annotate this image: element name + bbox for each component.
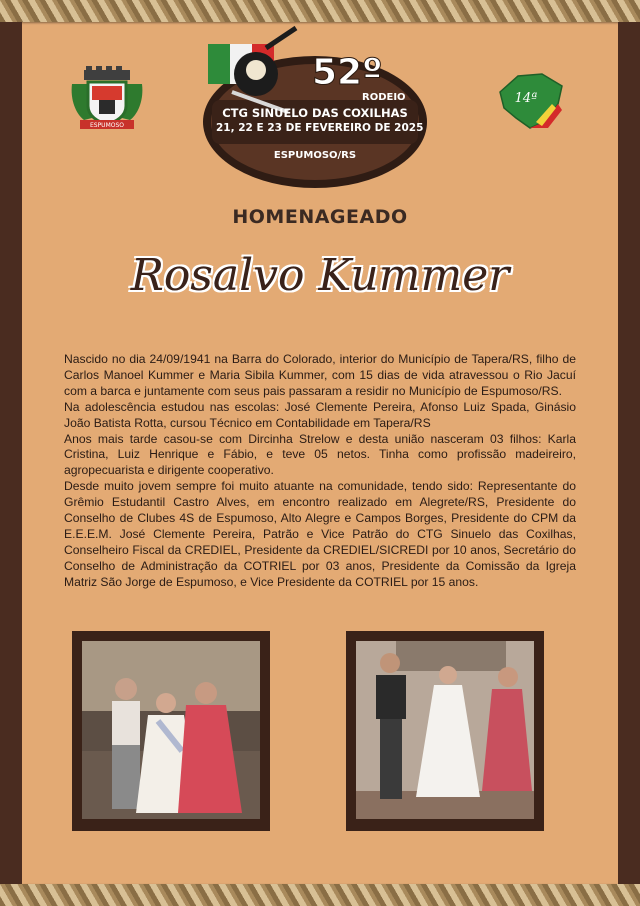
event-city: ESPUMOSO/RS [273, 150, 357, 161]
crest-motto: ESPUMOSO [89, 122, 125, 129]
region-number: 14ª [514, 91, 538, 106]
photo-frame-left [72, 631, 270, 831]
region-map-logo [496, 70, 566, 130]
municipal-crest-logo [70, 66, 144, 132]
event-dates: 21, 22 E 23 DE FEVEREIRO DE 2025 [216, 122, 424, 134]
wood-border-right [618, 22, 640, 884]
photo-frame-right [346, 631, 544, 831]
edition-number: 52º [312, 52, 383, 93]
honoree-name: Rosalvo Kummer [130, 250, 510, 301]
wood-border-left [0, 22, 22, 884]
rope-border-top [0, 0, 640, 22]
bio-paragraph: Na adolescência estudou nas escolas: José Clemente Pereira, Afonso Luiz Spada, Ginásio João Batista Rotta, cursou Técnico em Contabilidade em Tapera/RS [64, 399, 576, 430]
biography [64, 352, 576, 591]
family-photo-1 [82, 641, 260, 819]
rope-border-bottom [0, 884, 640, 906]
bio-paragraph: Desde muito jovem sempre foi muito atuante na comunidade, tendo sido: Representante do Grêmio Estudantil Castro Alves, em encontro realizado em Alegrete/RS, Presidente do Conselho de Clubes 4S de Espumoso, Alto Alegre e Campos Borges, Presidente do CPM da E.E.E.M. José Clemente Pereira, Patrão e Vice Patrão do CTG Sinuelo das Coxilhas, Conselheiro Fiscal da CREDIEL, Presidente da CREDIEL/SICREDI por 10 anos, Secretário do Conselho de Administração da COTRIEL por 03 anos, Presidente da Comissão da Igreja Matriz São Jorge de Espumoso, e Vice Presidente da COTRIEL por 15 anos. [64, 479, 576, 589]
family-photo-2 [356, 641, 534, 819]
page-heading: HOMENAGEADO [232, 206, 408, 228]
event-type: RODEIO [362, 92, 406, 103]
bio-paragraph: Anos mais tarde casou-se com Dircinha Strelow e desta união nasceram 03 filhos: Karla Cristina, Luiz Henrique e Fábio, e teve 05 netos. Tinha como profissão madeireiro, agropecuarista e dirigente cooperativo. [64, 431, 576, 478]
organizer-name: CTG SINUELO DAS COXILHAS [222, 106, 408, 120]
bio-paragraph: Nascido no dia 24/09/1941 na Barra do Colorado, interior do Município de Tapera/RS, filho de Carlos Manoel Kummer e Maria Sibila Kummer, com 15 dias de vida atravessou o Rio Jacuí com a barca e juntamente com seus pais passaram a residir no Município de Espumoso/RS. [64, 352, 576, 398]
